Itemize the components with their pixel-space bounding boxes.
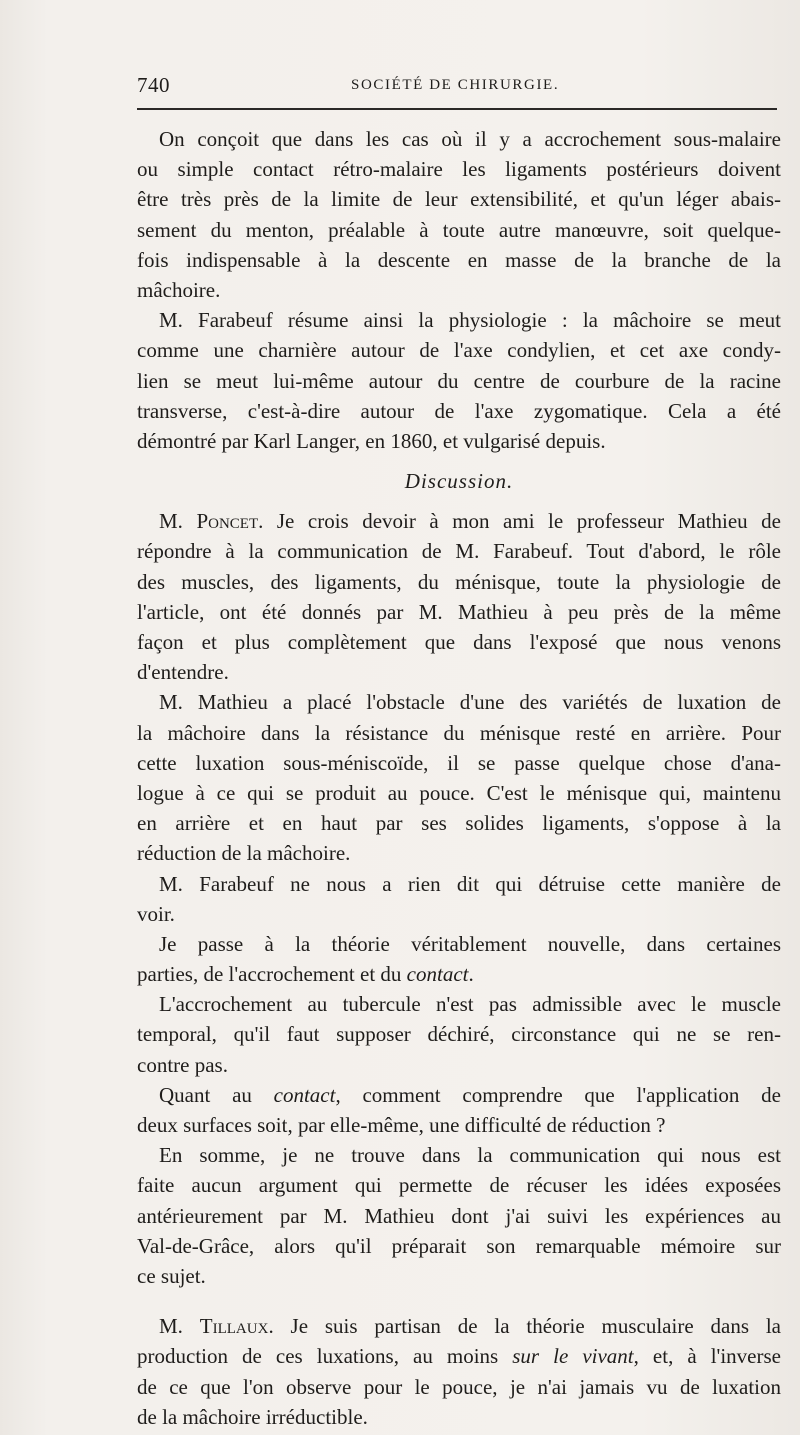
text-line: façon et plus complètement que dans l'exposé que nous venons [137,630,781,654]
text-line: réduction de la mâchoire. [137,841,351,866]
italic-term: contact [406,962,469,987]
page-header [137,73,777,101]
paragraph [137,124,781,305]
text-line: faite aucun argument qui permette de récuser les idées exposées [137,1173,781,1198]
line-segment: , comment comprendre que l'application de [335,1082,781,1107]
text-line: contre pas. [137,1052,228,1077]
text-line: ou simple contact rétro-malaire les ligaments postérieurs doivent [137,157,781,182]
paragraph-gap [137,1291,781,1311]
header-rule [137,108,777,110]
speaker-prefix: M. [159,509,197,534]
text-line: des muscles, des ligaments, du ménisque, toute la physiologie de [137,569,781,594]
text-line [137,1080,781,1110]
line-rest: . Je crois devoir à mon ami le professeur Mathieu de [258,509,781,534]
text-line: de ce que l'on observe pour le pouce, je n'ai jamais vu de luxation [137,1374,781,1399]
line-segment: parties, de l'accrochement et du [137,962,407,987]
text-line: sement du menton, préalable à toute autre manœuvre, soit quelque- [137,217,781,242]
text-line: En somme, je ne trouve dans la communication qui nous est [159,1143,781,1168]
text-line: Val-de-Grâce, alors qu'il préparait son remarquable mémoire sur [137,1233,781,1258]
line-rest: . Je suis partisan de la théorie musculaire dans la [268,1314,781,1339]
line-segment: . [468,962,474,987]
text-line: démontré par Karl Langer, en 1860, et vulgarisé depuis. [137,428,606,453]
text-line: de la mâchoire irréductible. [137,1404,368,1429]
paragraph [137,929,781,989]
text-line [137,506,781,536]
text-line: On conçoit que dans les cas où il y a accrochement sous-malaire [159,127,781,151]
text-line: cette luxation sous-méniscoïde, il se passe quelque chose d'ana- [137,750,781,775]
text-line: transverse, c'est-à-dire autour de l'axe zygomatique. Cela a été [137,398,781,423]
line-segment: Quant au [159,1082,274,1107]
text-line: répondre à la communication de M. Farabeuf. Tout d'abord, le rôle [137,539,781,564]
text-line: ce sujet. [137,1263,206,1288]
paragraph [137,305,781,456]
text-line: M. Mathieu a placé l'obstacle d'une des variétés de luxation de [159,690,781,715]
text-line: fois indispensable à la descente en masse de la branche de la [137,247,781,272]
paragraph [137,1140,781,1291]
speaker-prefix: M. [159,1314,200,1339]
text-line: Je passe à la théorie véritablement nouvelle, dans certaines [159,931,781,956]
text-line: voir. [137,901,175,926]
running-head: SOCIÉTÉ DE CHIRURGIE. [351,77,560,93]
paragraph-poncet [137,506,781,687]
text-line: M. Farabeuf résume ainsi la physiologie : la mâchoire se meut [159,308,781,333]
text-line: antérieurement par M. Mathieu dont j'ai suivi les expériences au [137,1203,781,1228]
text-line: temporal, qu'il faut supposer déchiré, circonstance qui ne se ren- [137,1022,781,1047]
text-line: en arrière et en haut par ses solides ligaments, s'oppose à la [137,811,781,836]
paragraph [137,869,781,929]
text-line: M. Farabeuf ne nous a rien dit qui détruise cette manière de [159,871,781,896]
speaker-name: Tillaux [199,1314,269,1339]
text-line [137,1311,781,1341]
italic-term: contact [273,1082,336,1107]
text-line: logue à ce qui se produit au pouce. C'est le ménisque qui, maintenu [137,780,781,805]
section-heading: Discussion. [404,469,514,494]
line-segment: , et, à l'inverse [633,1344,781,1369]
text-line: l'article, ont été donnés par M. Mathieu à peu près de la même [137,599,781,624]
body-text [137,124,781,1432]
text-line: mâchoire. [137,277,221,302]
text-line: L'accrochement au tubercule n'est pas admissible avec le muscle [159,992,781,1017]
page-number: 740 [137,73,170,97]
paragraph [137,989,781,1080]
text-line [137,959,781,989]
italic-term: sur le vivant [512,1344,634,1369]
text-line: deux surfaces soit, par elle-même, une difficulté de réduction ? [137,1113,666,1137]
text-line: comme une charnière autour de l'axe condylien, et cet axe condy- [137,338,781,363]
paragraph-tillaux [137,1311,781,1432]
text-line: être très près de la limite de leur extensibilité, et qu'un léger abais- [137,187,781,212]
paragraph [137,687,781,868]
text-line: lien se meut lui-même autour du centre de courbure de la racine [137,368,781,393]
text-line: d'entendre. [137,660,229,685]
text-line: la mâchoire dans la résistance du ménisque resté en arrière. Pour [137,720,781,745]
speaker-name: Poncet [196,509,259,534]
line-segment: production de ces luxations, au moins [137,1344,513,1369]
text-line [137,1341,781,1371]
paragraph [137,1080,781,1140]
